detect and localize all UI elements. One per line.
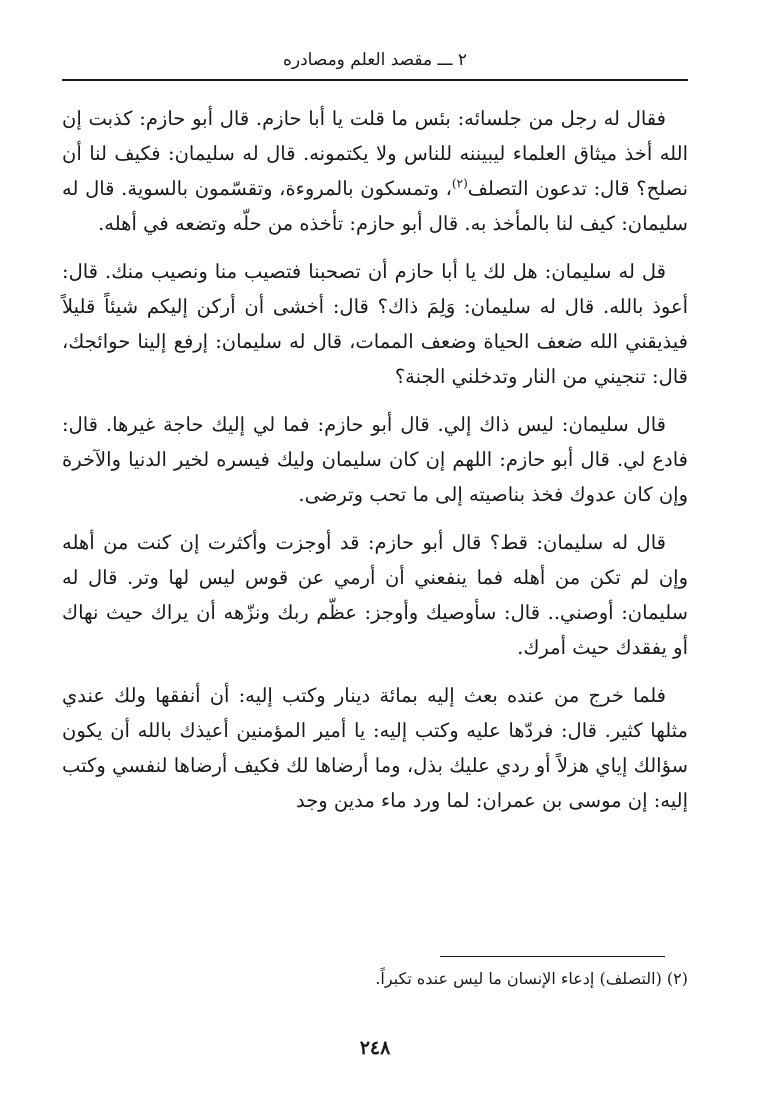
paragraph-1 — [62, 101, 688, 241]
footnote: (٢) (التصلف) إدعاء الإنسان ما ليس عنده تكبراً. — [375, 969, 688, 988]
body-text — [62, 101, 688, 831]
header-rule — [62, 79, 688, 81]
running-header: ٢ ـــ مقصد العلم ومصادره — [282, 50, 468, 70]
paragraph-4: قال له سليمان: قط؟ قال أبو حازم: قد أوجزت وأكثرت إن كنت من أهله وإن لم تكن من أهله فما ينفعني أن أرمي عن قوس ليس لها وتر. قال له سليمان: أوصني.. قال: سأوصيك وأوجز: عظّم ربك ونزّهه أن يراك حيث نهاك أو يفقدك حيث أمرك. — [62, 531, 688, 659]
paragraph-1-text-before-note: فقال له رجل من جلسائه: بئس ما قلت يا أبا حازم. قال أبو حازم: كذبت إن الله أخذ ميثاق العلماء ليبيننه للناس ولا يكتمونه. قال له سليمان: فكيف لنا أن نصلح؟ قال: تدعون التصلف — [62, 107, 688, 200]
paragraph-1-text-after-note: ، وتمسكون بالمروءة، وتقسّمون بالسوية. قال له سليمان: كيف لنا بالمأخذ به. قال أبو حازم: تأخذه من حلّه وتضعه في أهله. — [62, 177, 688, 235]
paragraph-2: قل له سليمان: هل لك يا أبا حازم أن تصحبنا فتصيب منا ونصيب منك. قال: أعوذ بالله. قال له سليمان: وَلِمَ ذاك؟ قال: أخشى أن أركن إليكم شيئاً قليلاً فيذيقني الله ضعف الحياة وضعف الممات، قال له سليمان: إرفع إلينا حوائجك، قال: تنجيني من النار وتدخلني الجنة؟ — [62, 260, 688, 388]
page-number: ٢٤٨ — [359, 1037, 391, 1059]
footnote-reference: (٢) — [451, 176, 468, 191]
paragraph-5: فلما خرج من عنده بعث إليه بمائة دينار وكتب إليه: أن أنفقها ولك عندي مثلها كثير. قال: فردّها عليه وكتب إليه: يا أمير المؤمنين أعيذك بالله أن يكون سؤالك إياي هزلاً أو ردي عليك بذل، وما أرضاها لك فكيف أرضاها لنفسي وكتب إليه: إن موسى بن عمران: لما ورد ماء مدين وجد — [62, 684, 688, 812]
footnote-rule — [440, 956, 665, 957]
paragraph-3: قال سليمان: ليس ذاك إلي. قال أبو حازم: فما لي إليك حاجة غيرها. قال: فادع لي. قال أبو حازم: اللهم إن كان سليمان وليك فيسره لخير الدنيا والآخرة وإن كان عدوك فخذ بناصيته إلى ما تحب وترضى. — [62, 413, 688, 506]
